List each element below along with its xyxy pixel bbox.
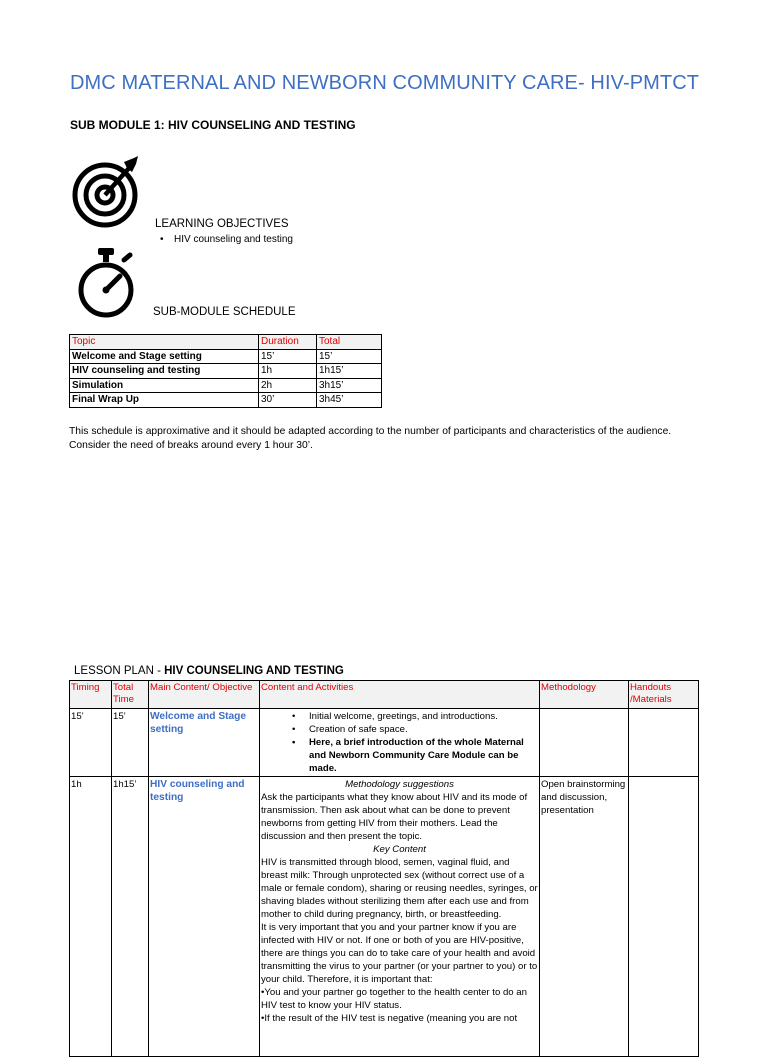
table-header-row: [70, 681, 699, 709]
timing-cell: 15’: [70, 709, 112, 777]
handouts-cell: [629, 709, 699, 777]
document-title: DMC MATERNAL AND NEWBORN COMMUNITY CARE- HIV-PMTCT: [70, 72, 700, 94]
key-content-bullet: •You and your partner go together to the health center to do an HIV test to know your HIV status.: [261, 987, 527, 1011]
header-main-content: Main Content/ Objective: [149, 681, 260, 709]
key-content-text: It is very important that you and your partner know if you are infected with HIV or not. If one or both of you are HIV-positive, there are things you can do to take care of your health and avoid transmitting the virus to your partner (or your partner to you) or to your child. Therefore, it is important that:: [261, 922, 538, 985]
table-row: [70, 349, 382, 364]
schedule-table: [69, 334, 382, 408]
key-content-heading: Key Content: [373, 844, 426, 855]
duration-cell: 2h: [259, 378, 317, 393]
schedule-heading: SUB-MODULE SCHEDULE: [153, 306, 296, 318]
handouts-cell: [629, 777, 699, 1057]
total-cell: 3h15’: [317, 378, 382, 393]
header-handouts: Handouts /Materials: [629, 681, 699, 709]
schedule-note: This schedule is approximative and it should be adapted according to the number of participants and characteristics of the audience. Consider the need of breaks around every 1 hour 30’.: [69, 426, 672, 451]
topic-cell: Simulation: [70, 378, 259, 393]
header-topic: Topic: [70, 335, 259, 350]
lesson-plan-heading: [74, 665, 344, 677]
table-row: [70, 364, 382, 379]
header-total-time: Total Time: [112, 681, 149, 709]
lesson-plan-heading-prefix: LESSON PLAN -: [74, 665, 165, 677]
table-row: [70, 709, 699, 777]
table-row: [70, 378, 382, 393]
key-content-text: HIV is transmitted through blood, semen, vaginal fluid, and breast milk: Through unprotected sex (without correct use of a male or female condom), sharing or reusing needles, syringes, or shaving blades without sterilizing them after each use and from mother to child during pregnancy, birth, or breastfeeding.: [261, 857, 538, 920]
lesson-plan-table: [69, 680, 699, 1057]
total-time-cell: 15’: [112, 709, 149, 777]
lesson-plan-heading-bold: HIV COUNSELING AND TESTING: [164, 665, 344, 677]
header-duration: Duration: [259, 335, 317, 350]
list-item: • Creation of safe space.: [309, 723, 538, 736]
total-cell: 15’: [317, 349, 382, 364]
duration-cell: 1h: [259, 364, 317, 379]
methodology-suggestions-heading: Methodology suggestions: [345, 779, 454, 790]
topic-cell: Welcome and Stage setting: [70, 349, 259, 364]
key-content-bullet: •If the result of the HIV test is negative (meaning you are not: [261, 1013, 518, 1024]
total-cell: 1h15’: [317, 364, 382, 379]
topic-cell: HIV counseling and testing: [70, 364, 259, 379]
content-activities-cell: [260, 709, 540, 777]
content-activities-cell: [260, 777, 540, 1057]
learning-objectives-list: [160, 234, 293, 245]
learning-objectives-heading: LEARNING OBJECTIVES: [155, 218, 289, 230]
submodule-title: SUB MODULE 1: HIV COUNSELING AND TESTING: [70, 118, 356, 132]
methodology-cell: Open brainstorming and discussion, presentation: [540, 777, 629, 1057]
methodology-text: Ask the participants what they know about HIV and its mode of transmission. Then ask about what can be done to prevent newborns from getting HIV from their mothers. Lead the discussion and then present the topic.: [261, 792, 528, 842]
total-cell: 3h45’: [317, 393, 382, 408]
table-header-row: [70, 335, 382, 350]
duration-cell: 15’: [259, 349, 317, 364]
header-timing: Timing: [70, 681, 112, 709]
list-item: • HIV counseling and testing: [160, 234, 293, 245]
table-row: [70, 777, 699, 1057]
header-methodology: Methodology: [540, 681, 629, 709]
table-row: [70, 393, 382, 408]
main-content-cell: Welcome and Stage setting: [149, 709, 260, 777]
list-item: • Initial welcome, greetings, and introductions.: [309, 710, 538, 723]
header-content-activities: Content and Activities: [260, 681, 540, 709]
methodology-cell: [540, 709, 629, 777]
header-total: Total: [317, 335, 382, 350]
activities-list: [261, 710, 538, 775]
duration-cell: 30’: [259, 393, 317, 408]
total-time-cell: 1h15’: [112, 777, 149, 1057]
topic-cell: Final Wrap Up: [70, 393, 259, 408]
target-icon: [72, 156, 142, 228]
list-item: • Here, a brief introduction of the whole Maternal and Newborn Community Care Module can be made.: [309, 736, 538, 775]
timing-cell: 1h: [70, 777, 112, 1057]
stopwatch-icon: [76, 246, 138, 318]
main-content-cell: HIV counseling and testing: [149, 777, 260, 1057]
